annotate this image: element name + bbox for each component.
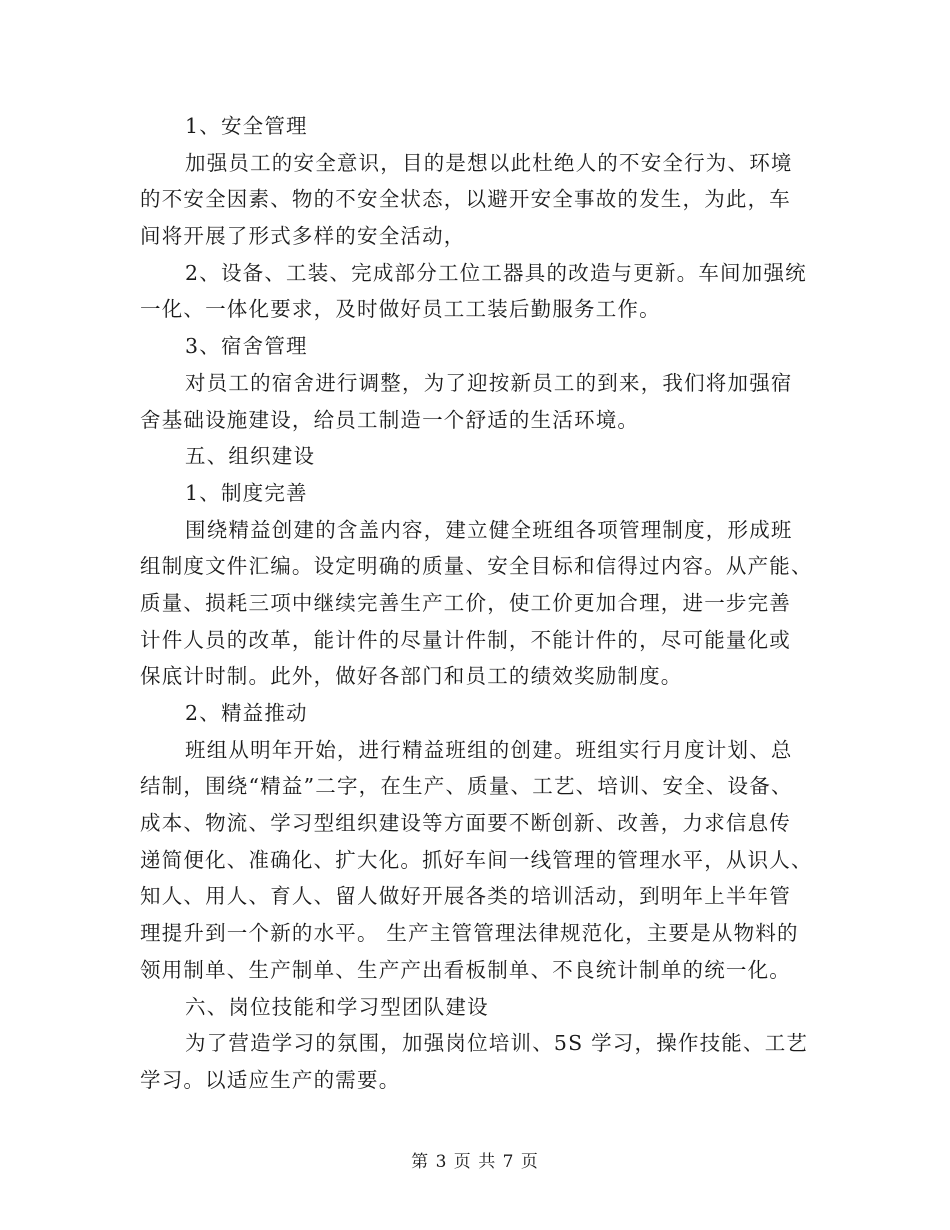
paragraph-line: 3、宿舍管理 [185, 334, 308, 359]
paragraph-line: 知人、用人、育人、留人做好开展各类的培训活动，到明年上半年管 [140, 884, 791, 909]
heading-dormitory-management [140, 328, 820, 365]
page-number-footer: 第 3 页 共 7 页 [411, 1152, 539, 1172]
paragraph-dormitory [140, 365, 820, 438]
heading-skills-learning-team [140, 989, 820, 1026]
paragraph-line: 1、制度完善 [185, 480, 308, 505]
paragraph-line: 的不安全因素、物的不安全状态，以避开安全事故的发生，为此，车 [140, 187, 791, 212]
paragraph-safety-awareness [140, 145, 820, 255]
paragraph-line: 为了营造学习的氛围，加强岗位培训、5S 学习，操作技能、工艺 [185, 1031, 809, 1056]
paragraph-line: 成本、物流、学习型组织建设等方面要不断创新、改善，力求信息传 [140, 811, 791, 836]
paragraph-line: 班组从明年开始，进行精益班组的创建。班组实行月度计划、总 [185, 737, 793, 762]
paragraph-line: 递简便化、准确化、扩大化。抓好车间一线管理的管理水平，从识人、 [140, 847, 813, 872]
heading-system-improvement [140, 475, 820, 512]
paragraph-line: 间将开展了形式多样的安全活动， [140, 224, 466, 249]
paragraph-line: 结制，围绕“精益”二字，在生产、质量、工艺、培训、安全、设备、 [140, 774, 793, 799]
paragraph-line: 组制度文件汇编。设定明确的质量、安全目标和信得过内容。从产能、 [140, 554, 813, 579]
paragraph-system-improvement [140, 512, 820, 695]
heading-lean-promotion [140, 695, 820, 732]
paragraph-line: 舍基础设施建设，给员工制造一个舒适的生活环境。 [140, 407, 640, 432]
paragraph-lean-promotion [140, 732, 820, 989]
paragraph-line: 围绕精益创建的含盖内容，建立健全班组各项管理制度，形成班 [185, 517, 793, 542]
paragraph-line: 领用制单、生产制单、生产产出看板制单、不良统计制单的统一化。 [140, 957, 791, 982]
paragraph-line: 理提升到一个新的水平。 生产主管管理法律规范化，主要是从物料的 [140, 921, 799, 946]
paragraph-equipment [140, 255, 820, 328]
paragraph-line: 五、组织建设 [185, 444, 316, 469]
paragraph-line: 2、精益推动 [185, 701, 308, 725]
paragraph-line: 加强员工的安全意识，目的是想以此杜绝人的不安全行为、环境 [185, 150, 793, 175]
paragraph-line: 2、设备、工装、完成部分工位工器具的改造与更新。车间加强统 [185, 260, 807, 285]
paragraph-line: 1、安全管理 [185, 114, 308, 138]
paragraph-line: 一化、一体化要求，及时做好员工工装后勤服务工作。 [140, 297, 661, 322]
paragraph-line: 六、岗位技能和学习型团队建设 [185, 994, 489, 1019]
paragraph-line: 质量、损耗三项中继续完善生产工价，使工价更加合理，进一步完善 [140, 590, 791, 615]
heading-safety-management [140, 108, 820, 145]
paragraph-line: 学习。以适应生产的需要。 [140, 1067, 401, 1092]
paragraph-line: 保底计时制。此外，做好各部门和员工的绩效奖励制度。 [140, 664, 683, 689]
document-body [140, 108, 820, 1099]
paragraph-learning [140, 1025, 820, 1098]
paragraph-line: 计件人员的改革，能计件的尽量计件制，不能计件的，尽可能量化或 [140, 627, 791, 652]
heading-organization-building [140, 438, 820, 475]
paragraph-line: 对员工的宿舍进行调整，为了迎按新员工的到来，我们将加强宿 [185, 370, 793, 395]
